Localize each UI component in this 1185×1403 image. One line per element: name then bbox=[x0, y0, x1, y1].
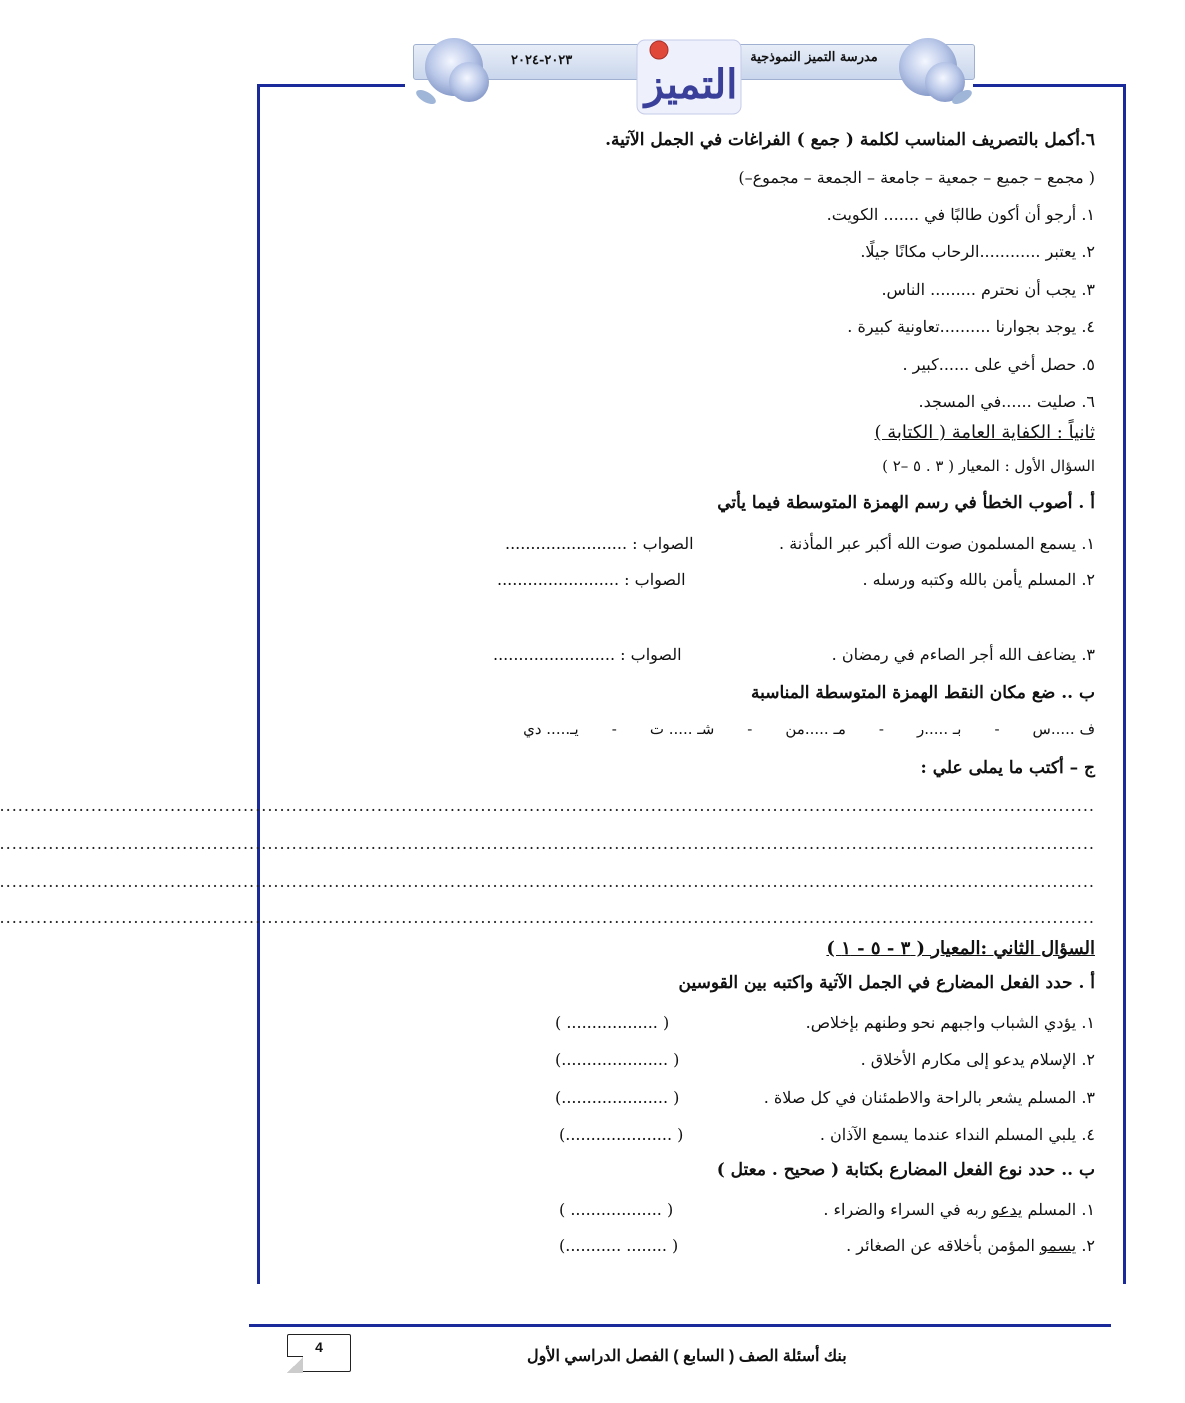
hamza-word[interactable]: مـ .....من bbox=[785, 720, 846, 738]
leaf-decoration bbox=[414, 87, 438, 107]
hamza-sentence: ٢. المسلم يأمن بالله وكتبه ورسله . bbox=[862, 570, 1095, 589]
frame-left bbox=[257, 84, 260, 1284]
q6-item: ٢. يعتبر ............الرحاب مكانًا جيلًا. bbox=[860, 242, 1095, 261]
verb-answer-field[interactable]: (..................... ) bbox=[559, 1125, 684, 1144]
separator: - bbox=[611, 720, 617, 738]
verb-sentence: ٢. الإسلام يدعو إلى مكارم الأخلاق . bbox=[860, 1050, 1095, 1069]
separator: - bbox=[994, 720, 1000, 738]
verb-answer-field[interactable]: (..................... ) bbox=[555, 1050, 680, 1069]
answer-field[interactable]: الصواب : ........................ bbox=[497, 570, 686, 589]
sentence-prefix: ١. المسلم bbox=[1022, 1200, 1095, 1219]
hamza-word-list bbox=[523, 720, 1095, 744]
part-b-title: ب .. ضع مكان النقط الهمزة المتوسطة المناسبة bbox=[750, 683, 1095, 703]
hamza-sentence: ٣. يضاعف الله أجر الصاءم في رمضان . bbox=[831, 645, 1095, 664]
q6-title: ٦.أكمل بالتصريف المناسب لكلمة ( جمع ) الفراغات في الجمل الآتية. bbox=[605, 130, 1095, 150]
verb-sentence: ٣. المسلم يشعر بالراحة والاطمئنان في كل صلاة . bbox=[763, 1088, 1095, 1107]
q6-item: ٦. صليت ......في المسجد. bbox=[918, 392, 1095, 411]
answer-field[interactable]: الصواب : ........................ bbox=[505, 534, 694, 553]
sentence-rest: المؤمن بأخلاقه عن الصغائر . bbox=[846, 1236, 1040, 1255]
part-c-title: ج – أكتب ما يملى علي : bbox=[920, 758, 1095, 778]
verb-type-sentence bbox=[846, 1236, 1095, 1255]
sentence-rest: ربه في السراء والضراء . bbox=[823, 1200, 992, 1219]
dictation-line[interactable]: .................................................................................................................................................................................... bbox=[0, 872, 1095, 891]
q6-item: ٥. حصل أخي على ......كبير . bbox=[902, 355, 1095, 374]
dictation-line[interactable]: .................................................................................................................................................................................... bbox=[0, 908, 1095, 927]
separator: - bbox=[747, 720, 753, 738]
hamza-word[interactable]: بـ .....ر bbox=[917, 720, 962, 738]
hamza-word[interactable]: ف .....س bbox=[1032, 720, 1095, 738]
footer-title: بنك أسئلة الصف ( السابع ) الفصل الدراسي الأول bbox=[527, 1348, 847, 1365]
separator: - bbox=[878, 720, 884, 738]
q6-options: ( مجمع – جميع – جمعية – جامعة – الجمعة – مجموع–) bbox=[738, 168, 1095, 187]
answer-field[interactable]: الصواب : ........................ bbox=[493, 645, 682, 664]
verb-answer-field[interactable]: ( .................. ) bbox=[555, 1013, 670, 1032]
q6-item: ٣. يجب أن نحترم ......... الناس. bbox=[881, 280, 1095, 299]
sentence-prefix: ٢. bbox=[1076, 1236, 1095, 1255]
school-name: مدرسة التميز النموذجية bbox=[750, 50, 878, 65]
flower-decoration-left-2 bbox=[449, 62, 489, 102]
hamza-word[interactable]: يـ..... دي bbox=[523, 720, 579, 738]
underlined-verb: يدعو bbox=[991, 1200, 1023, 1219]
page-number: 4 bbox=[315, 1339, 323, 1355]
part-a-title: أ . أصوب الخطأ في رسم الهمزة المتوسطة فيما يأتي bbox=[717, 493, 1095, 513]
footer-line bbox=[249, 1324, 1111, 1327]
frame-top-left bbox=[257, 84, 405, 87]
question-title: السؤال الثاني :المعيار ( ٣ - ٥ - ١ ) bbox=[826, 938, 1095, 959]
school-year: ٢٠٢٣-٢٠٢٤ bbox=[511, 53, 573, 68]
part-a-title: أ . حدد الفعل المضارع في الجمل الآتية واكتبه بين القوسين bbox=[678, 973, 1095, 993]
verb-answer-field[interactable]: (..................... ) bbox=[555, 1088, 680, 1107]
section-title: ثانياً : الكفاية العامة ( الكتابة ) bbox=[874, 422, 1095, 443]
page-fold-icon bbox=[287, 1356, 303, 1373]
q6-item: ٤. يوجد بجوارنا ..........تعاونية كبيرة . bbox=[847, 317, 1095, 336]
hamza-sentence: ١. يسمع المسلمون صوت الله أكبر عبر المأذنة . bbox=[779, 534, 1095, 553]
verb-type-answer-field[interactable]: ( .................. ) bbox=[559, 1200, 674, 1219]
dictation-line[interactable]: .................................................................................................................................................................................... bbox=[0, 834, 1095, 853]
frame-top-right bbox=[973, 84, 1123, 87]
verb-sentence: ١. يؤدي الشباب واجبهم نحو وطنهم بإخلاص. bbox=[805, 1013, 1095, 1032]
verb-type-sentence bbox=[823, 1200, 1095, 1219]
hamza-word[interactable]: شـ ..... ت bbox=[649, 720, 715, 738]
question-label: السؤال الأول : المعيار ( ٣ . ٥ –٢ ) bbox=[882, 457, 1095, 475]
logo-text: التميز bbox=[644, 61, 738, 108]
verb-type-answer-field[interactable]: (........... ........ ) bbox=[559, 1236, 679, 1255]
q6-item: ١. أرجو أن أكون طالبًا في ....... الكويت. bbox=[826, 205, 1095, 224]
frame-right bbox=[1123, 84, 1126, 1284]
part-b-title: ب .. حدد نوع الفعل المضارع بكتابة ( صحيح . معتل ) bbox=[716, 1160, 1095, 1180]
verb-sentence: ٤. يلبي المسلم النداء عندما يسمع الآذان . bbox=[819, 1125, 1095, 1144]
school-logo bbox=[635, 36, 743, 118]
dictation-line[interactable]: .................................................................................................................................................................................... bbox=[0, 796, 1095, 815]
underlined-verb: يسمو bbox=[1039, 1236, 1077, 1255]
